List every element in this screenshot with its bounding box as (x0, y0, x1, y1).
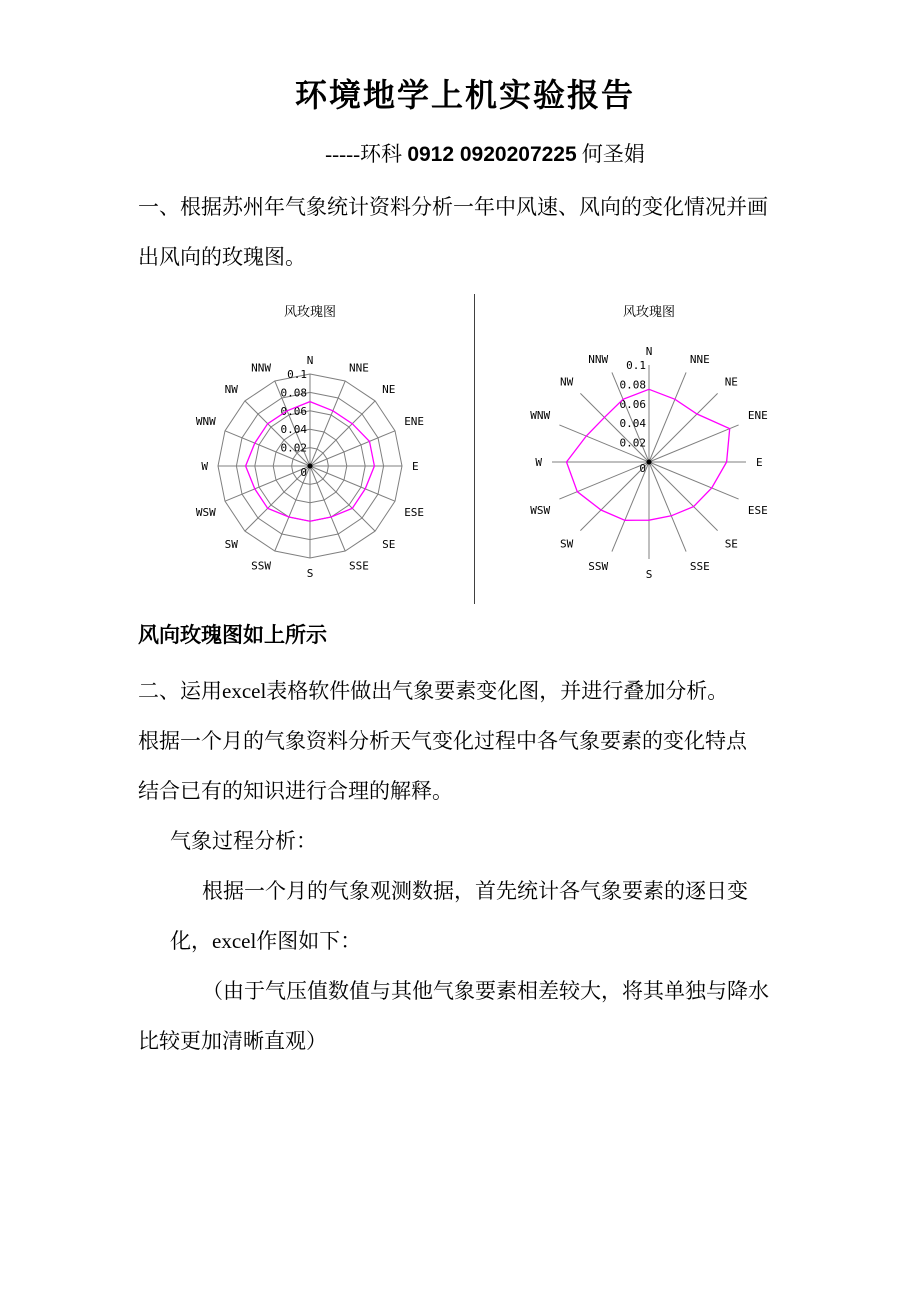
section2-paragraph (138, 666, 792, 1066)
text-line: 根据一个月的气象观测数据，首先统计各气象要素的逐日变 (202, 879, 748, 903)
svg-text:0.04: 0.04 (619, 417, 646, 431)
svg-text:NW: NW (224, 383, 238, 396)
svg-text:SSE: SSE (689, 560, 710, 574)
svg-text:NNE: NNE (689, 352, 710, 366)
text-line: 根据一个月的气象资料分析天气变化过程中各气象要素的变化特点 (138, 729, 747, 753)
svg-text:0: 0 (300, 466, 307, 479)
text-line: （由于气压值数值与其他气象要素相差较大，将其单独与降水 (202, 979, 769, 1003)
svg-text:NNW: NNW (588, 352, 609, 366)
svg-text:SW: SW (560, 537, 574, 551)
svg-text:S: S (306, 567, 314, 580)
svg-text:ESE: ESE (404, 505, 425, 519)
svg-text:E: E (756, 456, 763, 469)
svg-text:风玫瑰图: 风玫瑰图 (622, 305, 676, 320)
svg-text:0.02: 0.02 (619, 436, 646, 450)
svg-text:ENE: ENE (747, 409, 768, 423)
svg-text:SSE: SSE (349, 559, 369, 573)
text-line: 化，excel作图如下： (170, 929, 362, 953)
svg-text:N: N (645, 345, 653, 358)
svg-text:NE: NE (724, 375, 738, 389)
wind-rose-left-container (138, 294, 475, 604)
svg-text:0.06: 0.06 (619, 397, 646, 411)
svg-text:0.08: 0.08 (280, 386, 307, 400)
svg-text:NNW: NNW (251, 361, 271, 375)
svg-text:风玫瑰图: 风玫瑰图 (283, 305, 337, 320)
svg-text:E: E (412, 460, 419, 473)
svg-text:NE: NE (382, 383, 396, 396)
svg-text:WNW: WNW (530, 409, 551, 423)
rose-caption: 风向玫瑰图如上所示 (138, 623, 327, 647)
wind-rose-chart-right (489, 294, 834, 599)
byline (138, 138, 792, 168)
text-line: 结合已有的知识进行合理的解释。 (138, 779, 453, 803)
section1-paragraph (138, 182, 792, 282)
text-line: 比较更加清晰直观） (138, 1029, 327, 1053)
svg-text:ENE: ENE (404, 415, 425, 429)
text-line: 气象过程分析： (170, 829, 317, 853)
svg-text:W: W (535, 456, 542, 469)
byline-author-name: 何圣娟 (576, 142, 645, 166)
svg-text:N: N (306, 354, 314, 367)
wind-rose-right-container (489, 294, 834, 604)
svg-text:WSW: WSW (195, 505, 216, 519)
svg-text:SSW: SSW (251, 559, 271, 573)
svg-text:0.02: 0.02 (280, 441, 307, 455)
page-title: 环境地学上机实验报告 (294, 77, 635, 113)
svg-text:NNE: NNE (349, 361, 369, 375)
svg-text:NW: NW (560, 375, 574, 389)
text-line: 一、根据苏州年气象统计资料分析一年中风速、风向的变化情况并画 (138, 195, 768, 219)
svg-text:ESE: ESE (747, 503, 768, 517)
svg-text:0.06: 0.06 (280, 404, 307, 418)
byline-prefix: -----环科 (325, 142, 408, 166)
svg-text:W: W (201, 460, 208, 473)
svg-text:0.04: 0.04 (280, 423, 307, 437)
svg-text:0: 0 (639, 462, 646, 475)
svg-text:0.1: 0.1 (287, 368, 307, 381)
svg-text:WSW: WSW (530, 503, 551, 517)
wind-rose-chart-left (138, 294, 470, 599)
wind-rose-charts (138, 294, 792, 604)
svg-text:SE: SE (382, 538, 396, 551)
svg-text:SE: SE (724, 537, 738, 551)
svg-text:0.1: 0.1 (626, 359, 646, 372)
svg-text:S: S (645, 568, 653, 581)
svg-text:WNW: WNW (195, 415, 216, 429)
text-line: 出风向的玫瑰图。 (138, 245, 306, 269)
svg-text:SSW: SSW (588, 560, 609, 574)
byline-student-id: 0912 0920207225 (407, 143, 577, 166)
svg-text:SW: SW (224, 538, 238, 551)
svg-text:0.08: 0.08 (619, 378, 646, 392)
text-line: 二、运用excel表格软件做出气象要素变化图，并进行叠加分析。 (138, 679, 729, 703)
